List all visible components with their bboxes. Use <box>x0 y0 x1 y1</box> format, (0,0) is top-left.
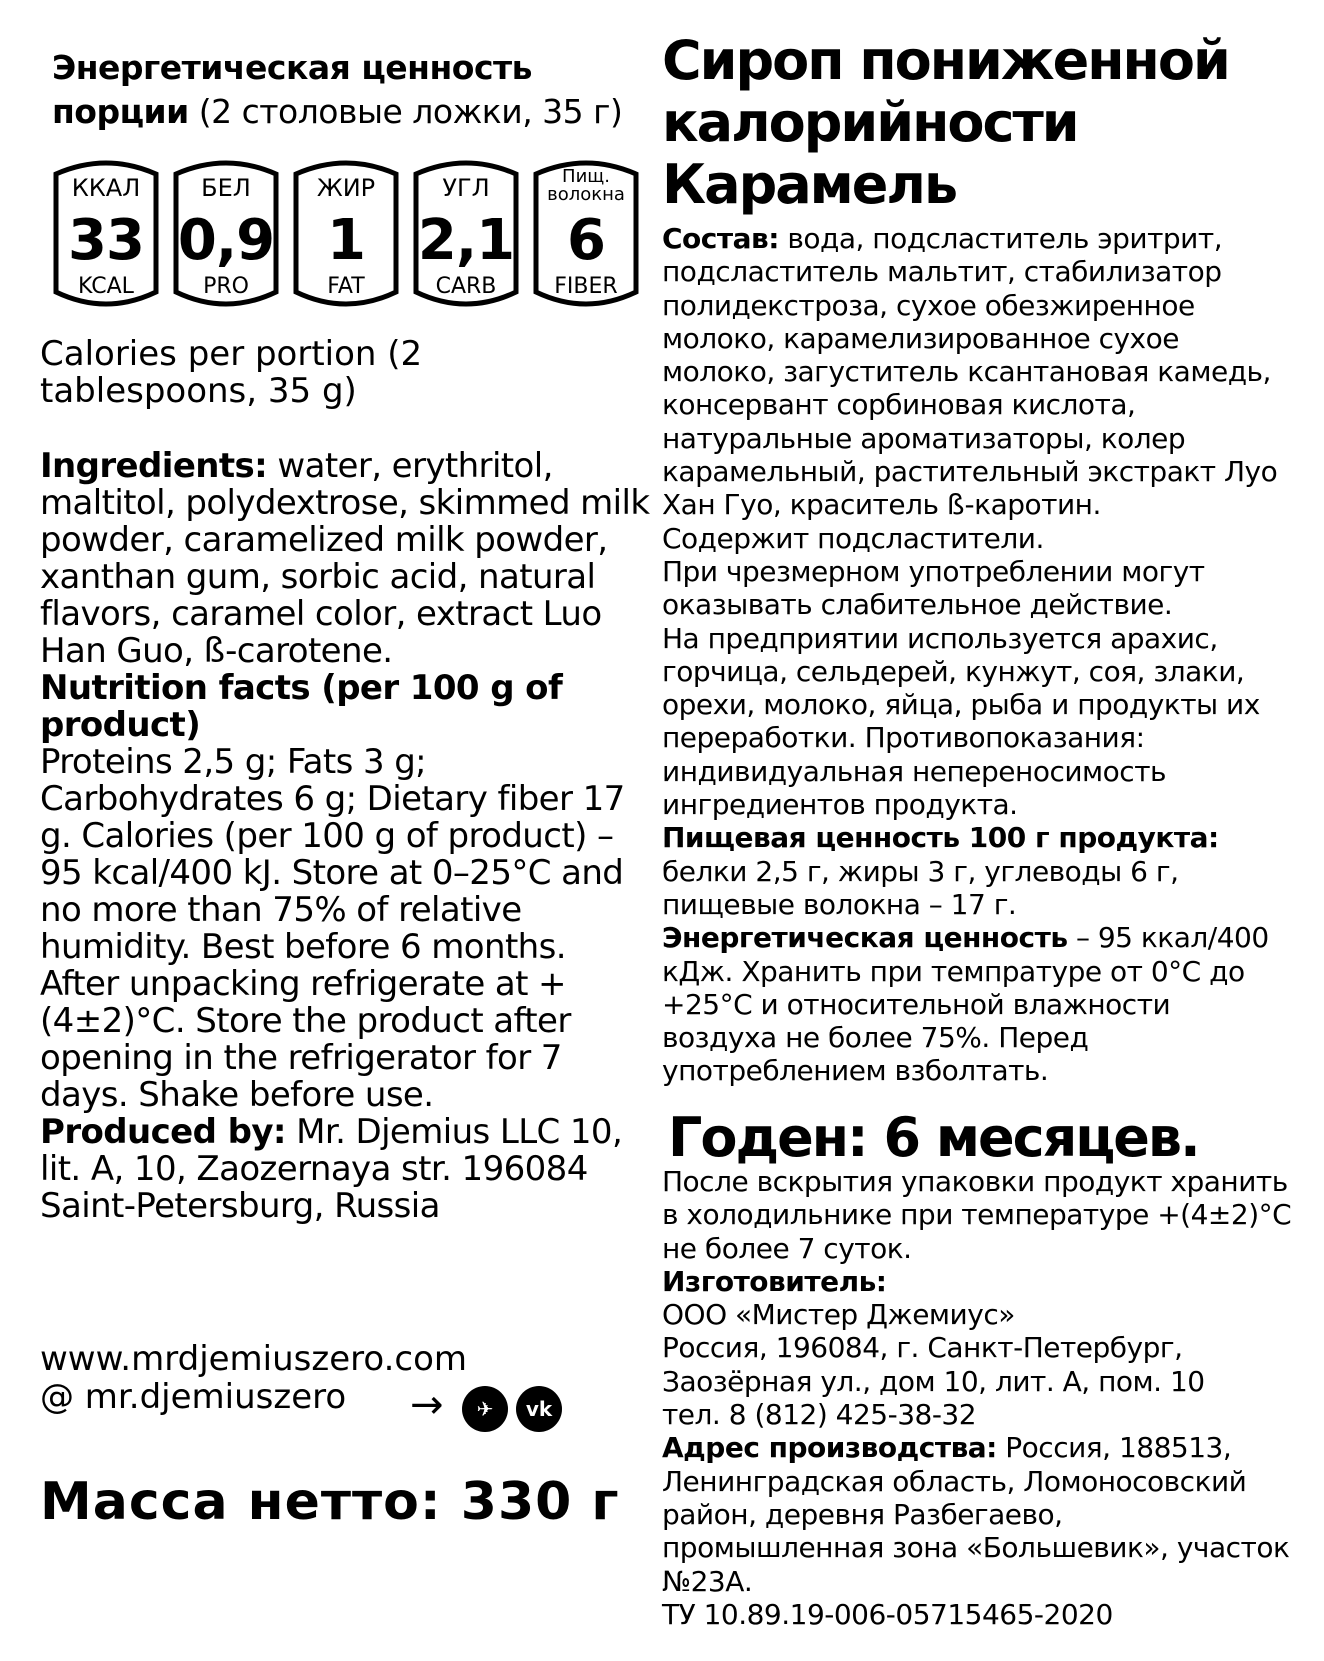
product-title-line: Карамель <box>662 153 957 216</box>
energy-portion-ru-text: (2 столовые ложки, 35 г) <box>188 92 623 131</box>
manufacturer-ru-address2: Заозёрная ул., дом 10, лит. А, пом. 10 <box>662 1364 1205 1398</box>
badge-carb-ru: УГЛ <box>442 174 490 202</box>
energy-portion-ru <box>52 46 652 134</box>
nutrition-en-label: Nutrition facts (per 100 g of product) <box>40 668 563 745</box>
produced-en-text: Mr. Djemius LLC 10, lit. A, 10, Zaozernaya str. 196084 Saint-Petersburg, Russia <box>40 1112 623 1226</box>
produced-en <box>40 1114 652 1225</box>
instagram-link[interactable]: @ mr.djemiuszero <box>40 1377 347 1417</box>
badge-fat-en: FAT <box>327 274 365 299</box>
badge-kcal-value: 33 <box>68 208 144 273</box>
badge-kcal-ru: ККАЛ <box>71 174 141 202</box>
badge-fat <box>288 152 404 318</box>
after-open-ru: После вскрытия упаковки продукт хранить в холодильнике при температуре +(4±2)°С не более 7 суток. <box>662 1165 1292 1265</box>
english-label-text <box>40 448 652 1225</box>
nutrition-badges <box>48 152 658 322</box>
allergens-ru: На предприятии используется арахис, горчица, сельдерей, кунжут, соя, злаки, орехи, молоко, яйца, рыба и продукты их переработки. Противопоказания: индивидуальная непереносимость ингредиентов продукта. <box>662 621 1260 822</box>
badge-fiber <box>528 152 644 318</box>
telegram-icon[interactable]: ✈ <box>462 1386 508 1432</box>
product-title-line: калорийности <box>662 91 1078 154</box>
nutrition-en-text: Proteins 2,5 g; Fats 3 g; Carbohydrates 6 g; Dietary fiber 17 g. Calories (per 100 g of product) – 95 kcal/400 kJ. Store at 0–25°C and no more than 75% of relative humidity. Best before 6 months. After unpacking refrigerate at +(4±2)°C. Store the product after opening in the refrigerator for 7 days. Shake before use. <box>40 742 625 1115</box>
produced-en-label: Produced by: <box>40 1112 286 1152</box>
composition-ru-text: вода, подсластитель эритрит, подсластитель мальтит, стабилизатор полидекстроза, сухое обезжиренное молоко, карамелизированное сухое молоко, загуститель ксантановая камедь, консервант сорбиновая кислота, натуральные ароматизаторы, колер карамельный, растительный экстракт Луо Хан Гуо, краситель ß-каротин. <box>662 222 1278 522</box>
calories-per-portion-en: Calories per portion (2 tablespoons, 35 g) <box>40 334 423 411</box>
badge-kcal-en: KCAL <box>78 274 134 299</box>
nutrition-ru-label: Пищевая ценность 100 г продукта: <box>662 821 1219 855</box>
badge-protein-ru: БЕЛ <box>201 174 251 202</box>
nutrition-ru <box>662 821 1292 854</box>
manufacturer-ru-address1: Россия, 196084, г. Санкт-Петербург, <box>662 1331 1183 1365</box>
composition-ru-label: Состав: <box>662 222 779 255</box>
energy100-ru-text: – 95 ккал/400 кДж. Хранить при темпратуре от 0°С до +25°С и относительной влажности воздуха не более 75%. Перед употреблением взболтать. <box>662 921 1269 1088</box>
net-weight: Масса нетто: 330 г <box>40 1472 620 1532</box>
production-address-ru-label: Адрес производства: <box>662 1431 997 1465</box>
nutrition-ru-text: белки 2,5 г, жиры 3 г, углеводы 6 г, пищевые волокна – 17 г. <box>662 854 1179 921</box>
badge-fat-ru: ЖИР <box>316 174 376 202</box>
badge-carb <box>408 152 524 318</box>
badge-protein-en: PRO <box>203 274 249 299</box>
russian-label-text <box>662 222 1292 1088</box>
ingredients-en <box>40 448 652 670</box>
composition-ru <box>662 222 1292 522</box>
badge-carb-value: 2,1 <box>417 208 515 273</box>
product-title-line: Сироп пониженной <box>662 29 1229 92</box>
tu-code: ТУ 10.89.19-006-05715465-2020 <box>662 1597 1113 1631</box>
ingredients-en-text: water, erythritol, maltitol, polydextrose, skimmed milk powder, caramelized milk powder, xanthan gum, sorbic acid, natural flavors, caramel color, extract Luo Han Guo, ß-carotene. <box>40 446 650 671</box>
badge-fiber-en: FIBER <box>554 274 618 299</box>
vk-icon[interactable]: vk <box>516 1386 562 1432</box>
production-address-ru-text: Россия, 188513, Ленинградская область, Ломоносовский район, деревня Разбегаево, промышленная зона «Большевик», участок №23А. <box>662 1431 1290 1598</box>
arrow-right-icon: → <box>410 1382 444 1428</box>
ingredients-en-label: Ingredients: <box>40 446 268 486</box>
badge-fiber-value: 6 <box>567 208 605 273</box>
product-title <box>662 30 1302 216</box>
badge-fiber-ru: Пищ. волокна <box>547 166 625 205</box>
manufacturer-ru-name: ООО «Мистер Джемиус» <box>662 1298 1015 1332</box>
badge-kcal <box>48 152 164 318</box>
shelf-life: Годен: 6 месяцев. <box>668 1106 1199 1169</box>
russian-label-text-2 <box>662 1165 1292 1631</box>
nutrition-en <box>40 670 652 744</box>
website-link[interactable]: www.mrdjemiuszero.com <box>40 1339 468 1379</box>
laxative-ru: При чрезмерном употреблении могут оказывать слабительное действие. <box>662 554 1205 622</box>
production-address-ru <box>662 1431 1292 1597</box>
energy100-ru-label: Энергетическая ценность <box>662 921 1068 955</box>
badge-protein <box>168 152 284 318</box>
energy-portion-ru-label: Энергетическая ценность порции <box>52 48 533 131</box>
manufacturer-ru-label-row <box>662 1265 1292 1298</box>
badge-fat-value: 1 <box>327 208 365 273</box>
manufacturer-ru-phone: тел. 8 (812) 425-38-32 <box>662 1398 977 1432</box>
sweeteners-ru: Содержит подсластители. <box>662 521 1044 555</box>
energy100-ru <box>662 921 1292 1087</box>
manufacturer-ru-label: Изготовитель: <box>662 1264 887 1298</box>
badge-carb-en: CARB <box>435 274 497 299</box>
badge-protein-value: 0,9 <box>177 208 275 273</box>
